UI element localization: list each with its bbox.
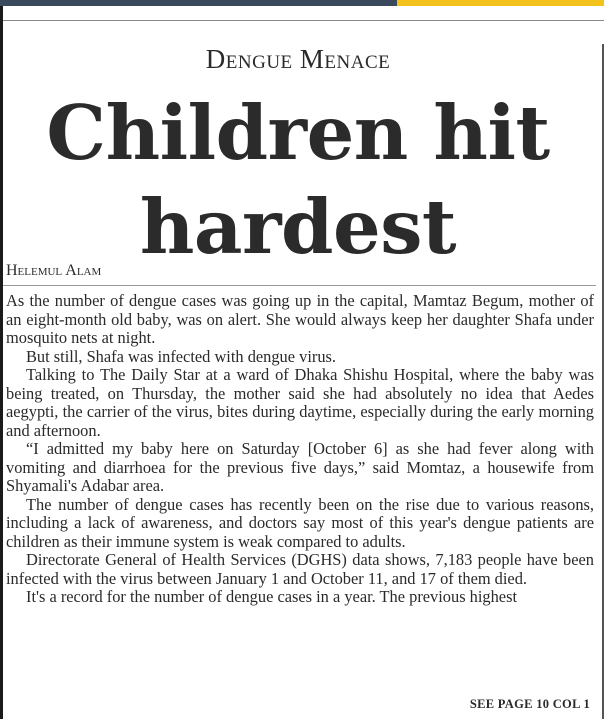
article-byline: Helemul Alam	[6, 262, 102, 279]
article-headline	[0, 86, 596, 274]
article-body	[6, 292, 594, 607]
article-paragraph: The number of dengue cases has recently been on the rise due to various reasons, including a lack of awareness, and doctors say most of this year's dengue patients are children as their immune system is weak compared to adults.	[6, 494, 594, 551]
top-color-bar-dark	[0, 0, 397, 6]
article-paragraph: Directorate General of Health Services (DGHS) data shows, 7,183 people have been infected with the virus between January 1 and October 11, and 17 of them died.	[6, 550, 594, 588]
top-divider-rule	[3, 20, 604, 21]
article-paragraph: As the number of dengue cases was going up in the capital, Mamtaz Begum, mother of an eight-month old baby, was on alert. She would always keep her daughter Shafa under mosquito nets at night.	[6, 291, 594, 347]
headline-line-1: Children hit	[46, 89, 550, 177]
headline-line-2: hardest	[139, 183, 457, 271]
top-color-bar-accent	[397, 0, 604, 6]
article-paragraph: “I admitted my baby here on Saturday [October 6] as she had fever along with vomiting and diarrhoea for the previous five days,” said Momtaz, a housewife from Shyamali's Adabar area.	[6, 439, 594, 495]
continued-jump-line: SEE PAGE 10 COL 1	[469, 697, 590, 711]
article-kicker: Dengue Menace	[205, 44, 391, 74]
article-paragraph: Talking to The Daily Star at a ward of Dhaka Shishu Hospital, where the baby was being treated, on Thursday, the mother said she had absolutely no idea that Aedes aegypti, the carrier of the virus, bites during daytime, especially during the early morning and afternoon.	[6, 365, 594, 440]
article-paragraph: But still, Shafa was infected with dengue virus.	[26, 346, 336, 366]
byline-divider-rule	[3, 285, 596, 286]
article-paragraph: It's a record for the number of dengue cases in a year. The previous highest	[26, 587, 518, 606]
